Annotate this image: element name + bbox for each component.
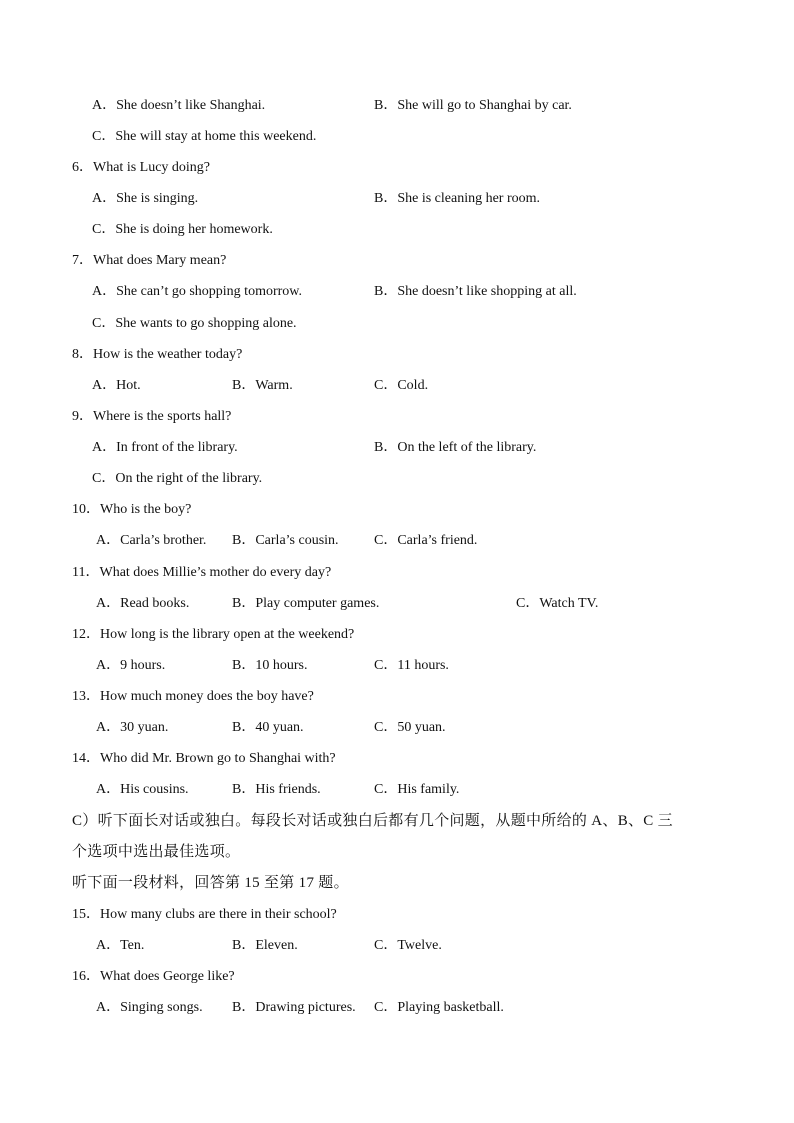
- q9-option-b: B．On the left of the library.: [374, 440, 537, 455]
- q15-option-a: A．Ten.: [96, 938, 145, 953]
- q11-option-b: B．Play computer games.: [232, 596, 380, 611]
- q7-option-a: A．She can’t go shopping tomorrow.: [92, 284, 302, 299]
- q14-option-a: A．His cousins.: [96, 782, 189, 797]
- q8-option-c: C．Cold.: [374, 378, 429, 393]
- q11-stem: 11．What does Millie’s mother do every day?: [72, 565, 332, 580]
- q16-option-c: C．Playing basketball.: [374, 1000, 504, 1015]
- q14-stem: 14．Who did Mr. Brown go to Shanghai with?: [72, 751, 336, 766]
- q8-option-a: A．Hot.: [92, 378, 141, 393]
- q12-option-b: B．10 hours.: [232, 658, 308, 673]
- q10-stem: 10．Who is the boy?: [72, 502, 192, 517]
- q8-option-b: B．Warm.: [232, 378, 293, 393]
- q13-option-a: A．30 yuan.: [96, 720, 169, 735]
- q12-stem: 12．How long is the library open at the weekend?: [72, 627, 355, 642]
- q13-option-b: B．40 yuan.: [232, 720, 304, 735]
- q16-stem: 16．What does George like?: [72, 969, 235, 984]
- q15-stem: 15．How many clubs are there in their school?: [72, 907, 337, 922]
- q15-option-b: B．Eleven.: [232, 938, 298, 953]
- q13-stem: 13．How much money does the boy have?: [72, 689, 314, 704]
- q14-option-c: C．His family.: [374, 782, 460, 797]
- q5-option-a: A．She doesn’t like Shanghai.: [92, 98, 266, 113]
- q10-option-c: C．Carla’s friend.: [374, 533, 478, 548]
- q15-option-c: C．Twelve.: [374, 938, 442, 953]
- q6-option-b: B．She is cleaning her room.: [374, 191, 541, 206]
- section-c-instruction: 听下面一段材料，回答第 15 至第 17 题。: [72, 875, 349, 891]
- q6-stem: 6．What is Lucy doing?: [72, 160, 211, 175]
- q12-option-c: C．11 hours.: [374, 658, 449, 673]
- q7-option-b: B．She doesn’t like shopping at all.: [374, 284, 577, 299]
- q7-option-c: C．She wants to go shopping alone.: [92, 316, 297, 331]
- q14-option-b: B．His friends.: [232, 782, 321, 797]
- q8-stem: 8．How is the weather today?: [72, 347, 243, 362]
- q10-option-a: A．Carla’s brother.: [96, 533, 207, 548]
- section-c-heading: C）听下面长对话或独白。每段长对话或独白后都有几个问题，从题中所给的 A、B、C 三: [72, 813, 673, 829]
- q16-option-a: A．Singing songs.: [96, 1000, 203, 1015]
- q6-option-c: C．She is doing her homework.: [92, 222, 273, 237]
- q11-option-c: C．Watch TV.: [516, 596, 599, 611]
- q9-option-c: C．On the right of the library.: [92, 471, 263, 486]
- q11-option-a: A．Read books.: [96, 596, 190, 611]
- q5-option-b: B．She will go to Shanghai by car.: [374, 98, 572, 113]
- q16-option-b: B．Drawing pictures.: [232, 1000, 356, 1015]
- q7-stem: 7．What does Mary mean?: [72, 253, 227, 268]
- q12-option-a: A．9 hours.: [96, 658, 166, 673]
- q9-stem: 9．Where is the sports hall?: [72, 409, 232, 424]
- q9-option-a: A．In front of the library.: [92, 440, 238, 455]
- q10-option-b: B．Carla’s cousin.: [232, 533, 339, 548]
- q6-option-a: A．She is singing.: [92, 191, 199, 206]
- q13-option-c: C．50 yuan.: [374, 720, 446, 735]
- section-c-heading-continued: 个选项中选出最佳选项。: [72, 844, 241, 860]
- q5-option-c: C．She will stay at home this weekend.: [92, 129, 317, 144]
